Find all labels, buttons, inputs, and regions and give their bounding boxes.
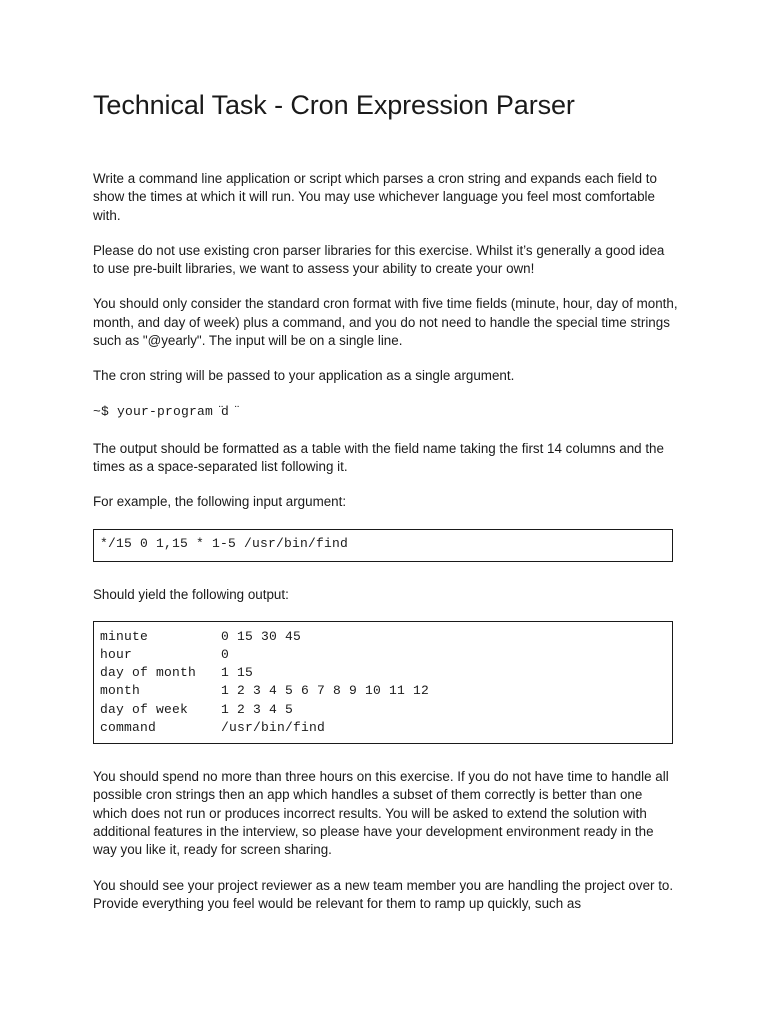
output-row-day-of-month bbox=[100, 664, 666, 682]
closing-paragraph-2: You should see your project reviewer as a new team member you are handling the project over to. Provide everything you feel would be relevant for them to ramp up quickly, such as bbox=[93, 877, 674, 911]
output-field-name: command bbox=[100, 719, 157, 735]
closing-paragraph-1: You should spend no more than three hours on this exercise. If you do not have time to handle all possible cron strings then an app which handles a subset of them correctly is better than one which does not run or produces incorrect results. You will be asked to extend the solution with additional features in the interview, so please have your development environment ready in the way you like it, ready for screen sharing. bbox=[93, 769, 669, 858]
format-paragraph: The output should be formatted as a table with the field name taking the first 14 columns and the times as a space-separated list following it. bbox=[93, 440, 664, 474]
document-page bbox=[93, 88, 678, 930]
example-input-box bbox=[93, 529, 673, 562]
intro-paragraph-3: You should only consider the standard cron format with five time fields (minute, hour, day of month, month, and day of week) plus a command, and you do not need to handle the special time strings such as "@yearly". The input will be on a single line. bbox=[93, 296, 678, 349]
output-field-values: /usr/bin/find bbox=[221, 719, 326, 735]
intro-paragraph-2: Please do not use existing cron parser libraries for this exercise. Whilst it’s generally a good idea to use pre-built libraries, we want to assess your ability to create your own! bbox=[93, 242, 665, 277]
output-field-name: hour bbox=[100, 647, 133, 663]
output-row-day-of-week bbox=[100, 701, 666, 719]
output-field-values: 0 bbox=[221, 647, 230, 663]
output-row-minute bbox=[100, 628, 666, 646]
output-row-month bbox=[100, 682, 666, 700]
output-field-values: 1 2 3 4 5 6 7 8 9 10 11 12 bbox=[221, 683, 430, 699]
output-field-name: minute bbox=[100, 628, 149, 644]
output-field-values: 1 15 bbox=[221, 665, 254, 681]
document-title: Technical Task - Cron Expression Parser bbox=[93, 90, 575, 120]
output-row-hour bbox=[100, 646, 666, 664]
example-input-text: */15 0 1,15 * 1-5 /usr/bin/find bbox=[100, 535, 349, 551]
output-field-name: day of month bbox=[100, 665, 197, 681]
output-field-values: 1 2 3 4 5 bbox=[221, 701, 294, 717]
output-field-name: month bbox=[100, 683, 141, 699]
example-output-box bbox=[93, 621, 673, 744]
yield-paragraph: Should yield the following output: bbox=[93, 586, 289, 602]
output-field-values: 0 15 30 45 bbox=[221, 628, 302, 644]
intro-paragraph-4: The cron string will be passed to your application as a single argument. bbox=[93, 368, 515, 384]
output-field-name: day of week bbox=[100, 701, 189, 717]
example-paragraph: For example, the following input argument: bbox=[93, 494, 347, 510]
command-line-example: ~$ your-program ̈d ̈ bbox=[93, 403, 238, 419]
intro-paragraph-1: Write a command line application or script which parses a cron string and expands each field to show the times at which it will run. You may use whichever language you feel most comfortable with. bbox=[93, 171, 657, 223]
output-row-command bbox=[100, 719, 666, 737]
